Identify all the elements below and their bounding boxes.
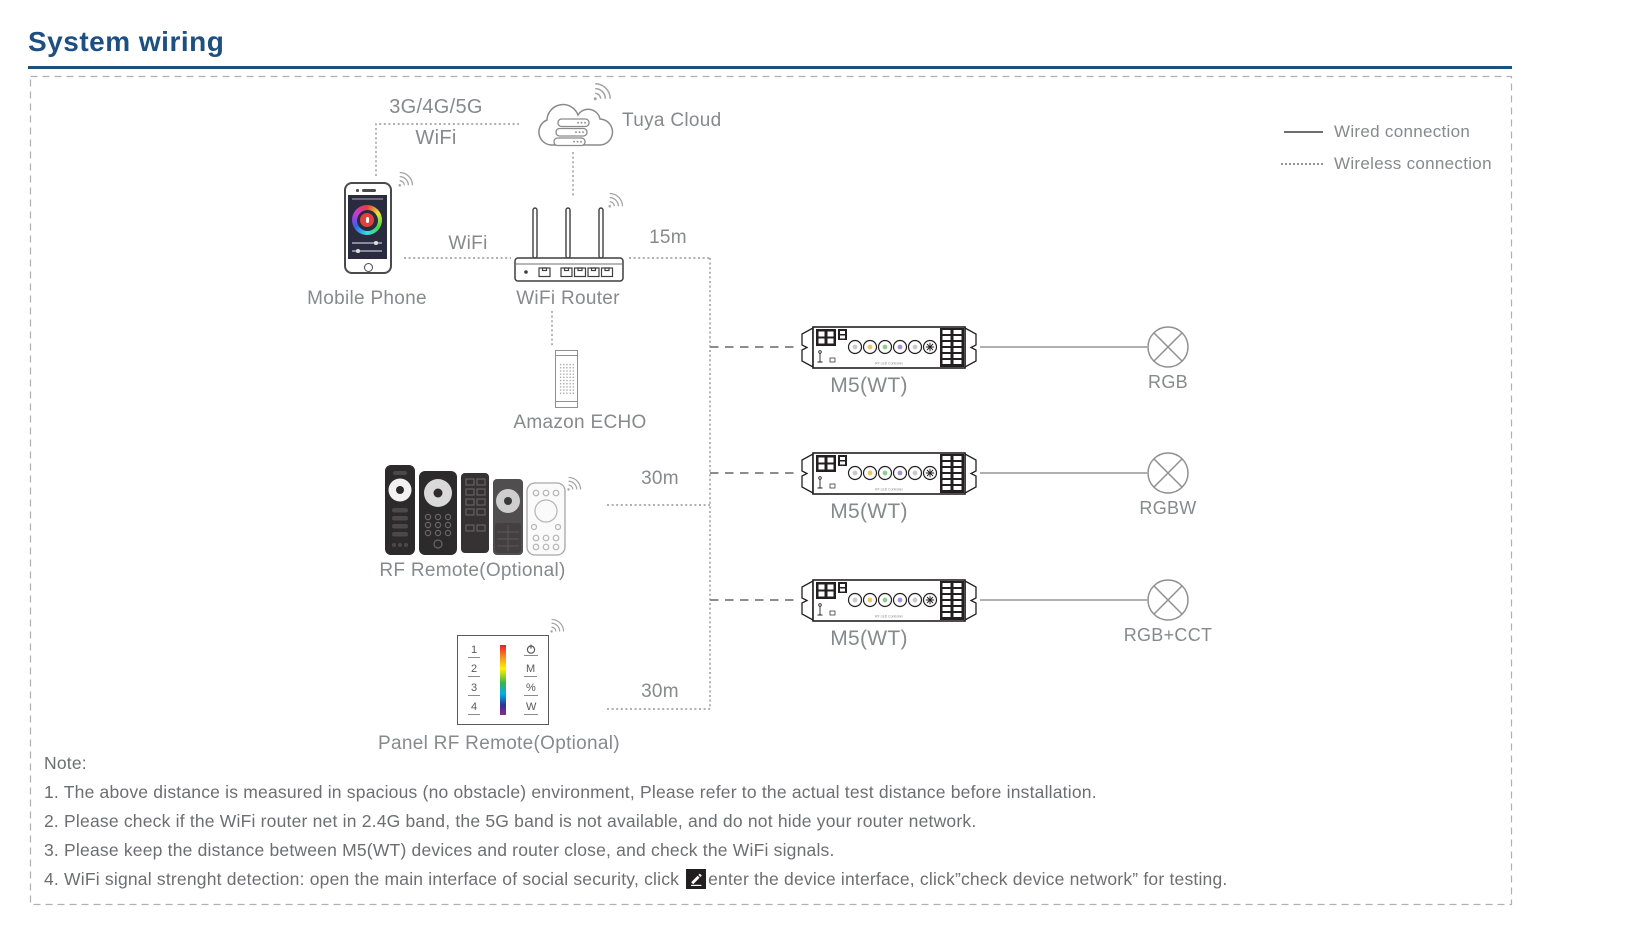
note-line-2: 2. Please check if the WiFi router net in 2.4G band, the 5G band is not available, and do not hide your router network. (44, 811, 977, 831)
m5-controller-1-label: M5(WT) (830, 374, 908, 397)
distance-15m-label: 15m (649, 227, 687, 248)
diagram-border (31, 77, 1512, 905)
rf-remote-label: RF Remote(Optional) (379, 560, 566, 581)
panel-color-gradient-bar (500, 645, 506, 715)
lamp-rgb-label: RGB (1148, 372, 1188, 392)
mobile-phone-icon (344, 182, 392, 274)
note-line-4 (44, 869, 1227, 890)
lamp-rgbw-icon (1146, 451, 1190, 495)
panel-wifi-signal-icon (549, 618, 565, 634)
echo-bottom-line (556, 401, 577, 402)
tuya-cloud-label: Tuya Cloud (622, 110, 722, 131)
remote-wifi-signal-icon (566, 476, 582, 492)
panel-rf-remote-icon (457, 635, 549, 725)
note-line-4-after: enter the device interface, click”check device network” for testing. (708, 869, 1228, 889)
note-line-3: 3. Please keep the distance between M5(WT) devices and router close, and check the WiFi signals. (44, 840, 835, 860)
slider-knob (356, 249, 360, 253)
panel-rf-remote-label: Panel RF Remote(Optional) (378, 733, 620, 754)
legend-wired-label: Wired connection (1334, 122, 1471, 141)
link-cellular-wifi-label: WiFi (415, 127, 457, 149)
m5-controller-3-label: M5(WT) (830, 627, 908, 650)
note-line-1: 1. The above distance is measured in spacious (no obstacle) environment, Please refer to the actual test distance before installation. (44, 782, 1097, 802)
phone-speaker (362, 189, 376, 192)
m5-controller-2-icon (798, 451, 980, 496)
cloud-wifi-signal-icon (592, 82, 612, 102)
phone-home-button (364, 263, 373, 272)
phone-camera-dot (356, 189, 359, 192)
brightness-slider (352, 242, 382, 244)
panel-power-key (524, 644, 538, 659)
mobile-phone-label: Mobile Phone (307, 288, 427, 309)
amazon-echo-label: Amazon ECHO (513, 412, 647, 433)
m5-controller-2-label: M5(WT) (830, 500, 908, 523)
rf-remotes-icon (383, 463, 569, 557)
panel-percent-key: % (526, 682, 536, 694)
panel-key-2: 2 (468, 663, 480, 677)
lamp-rgb-icon (1146, 325, 1190, 369)
phone-app-screen (348, 195, 387, 259)
m5-controller-1-icon (798, 325, 980, 370)
legend-wireless-label: Wireless connection (1334, 154, 1492, 173)
panel-mode-key: M (526, 663, 536, 675)
page-title: System wiring (28, 26, 225, 57)
wifi-router-label: WiFi Router (516, 288, 620, 309)
amazon-echo-icon (555, 350, 578, 408)
echo-top-line (556, 355, 577, 356)
distance-30m-panel-label: 30m (641, 681, 679, 702)
power-icon (526, 644, 536, 654)
bulb-icon (366, 217, 369, 223)
slider-knob (374, 241, 378, 245)
wifi-router-icon (513, 206, 625, 283)
echo-speaker-grill (559, 363, 574, 395)
distance-30m-remote-label: 30m (641, 468, 679, 489)
edit-pencil-icon (686, 869, 706, 889)
panel-key-1: 1 (468, 644, 480, 658)
link-cellular-label: 3G/4G/5G (389, 96, 483, 118)
router-wifi-signal-icon (607, 192, 624, 209)
lamp-rgbcct-label: RGB+CCT (1123, 625, 1213, 645)
note-heading: Note: (44, 753, 87, 773)
panel-key-3: 3 (468, 682, 480, 696)
note-line-4-before: 4. WiFi signal strenght detection: open the main interface of social security, click (44, 869, 680, 889)
lamp-rgbcct-icon (1146, 578, 1190, 622)
lamp-rgbw-label: RGBW (1139, 498, 1197, 518)
phone-wifi-signal-icon (397, 171, 414, 188)
panel-white-key: W (526, 701, 537, 713)
link-phone-wifi-label: WiFi (448, 233, 488, 254)
panel-key-4: 4 (468, 701, 480, 715)
m5-controller-3-icon (798, 578, 980, 623)
phone-statusbar (352, 198, 383, 200)
